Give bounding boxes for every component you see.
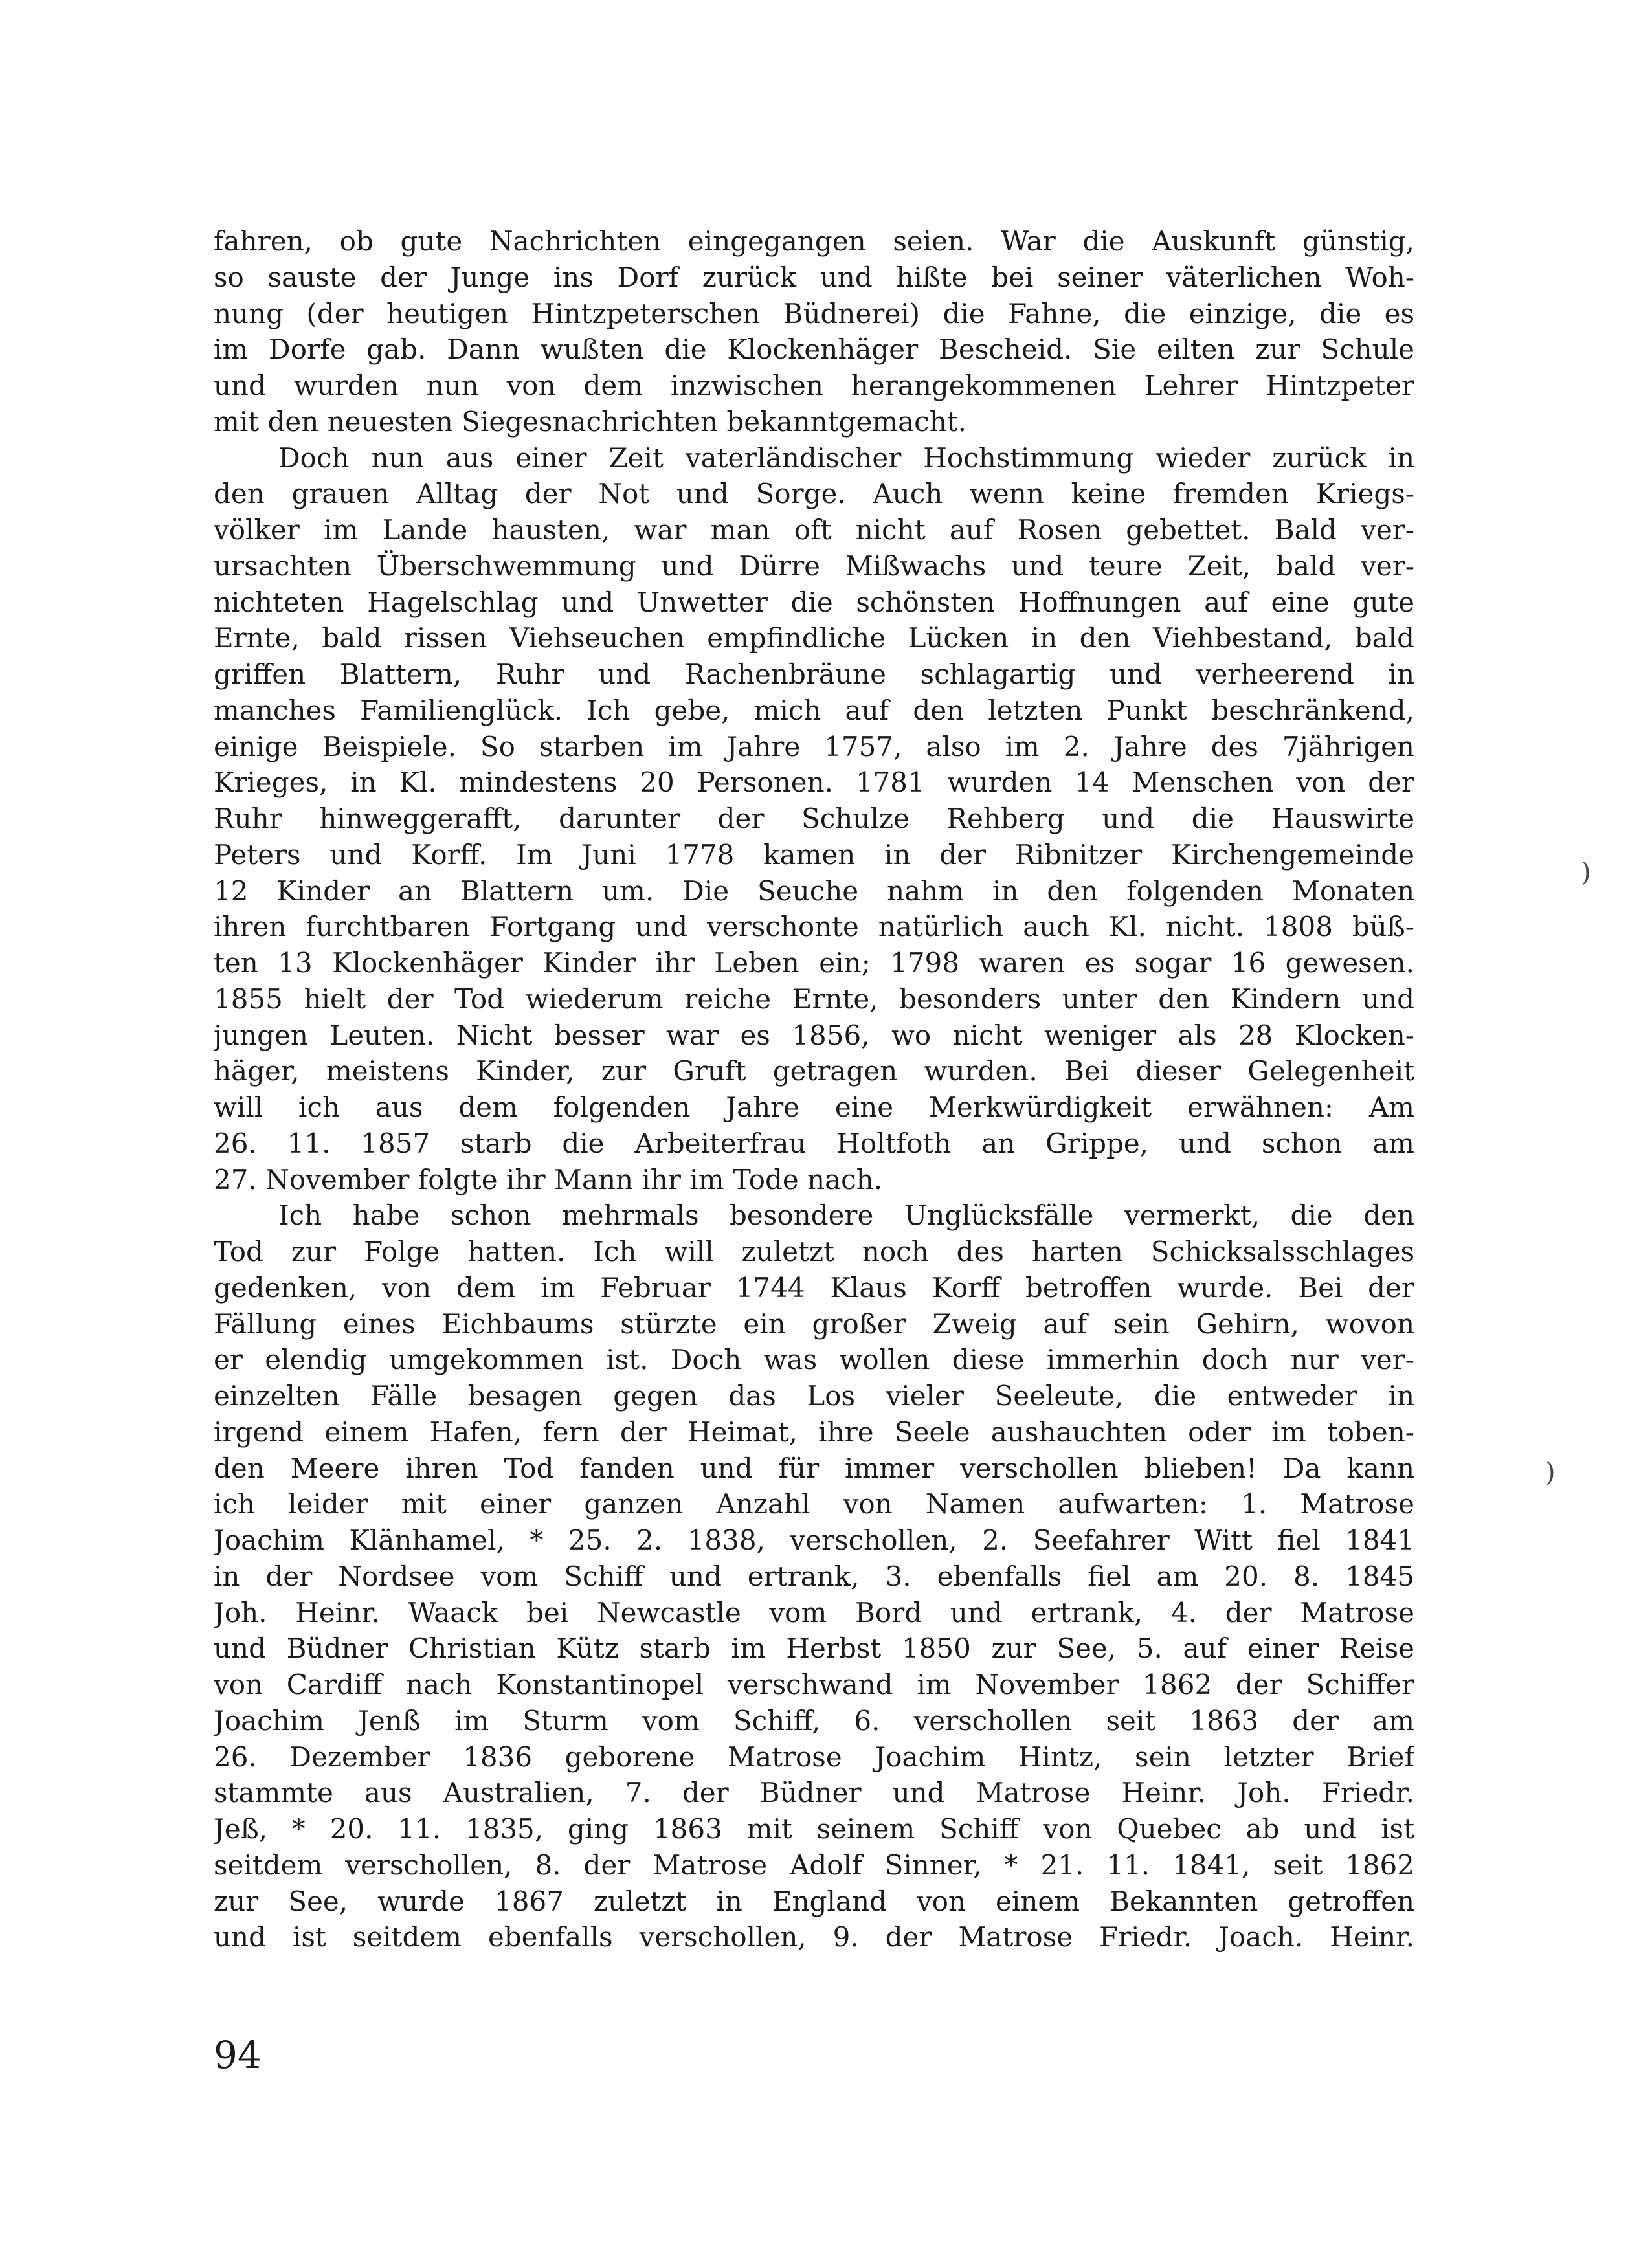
text-line: mit den neuesten Siegesnachrichten bekanntgemacht.	[214, 405, 966, 438]
text-line: Fällung eines Eichbaums stürzte ein großer Zweig auf sein Gehirn, wovon	[214, 1307, 1414, 1340]
page-number: 94	[214, 2033, 262, 2077]
text-line: in der Nordsee vom Schiff und ertrank, 3. ebenfalls fiel am 20. 8. 1845	[214, 1560, 1414, 1592]
text-line: den Meere ihren Tod fanden und für immer verschollen blieben! Da kann	[214, 1452, 1414, 1484]
text-line: Ernte, bald rissen Viehseuchen empfindliche Lücken in den Viehbestand, bald	[214, 622, 1414, 654]
text-line: und Büdner Christian Kütz starb im Herbst 1850 zur See, 5. auf einer Reise	[214, 1632, 1414, 1665]
text-line: seitdem verschollen, 8. der Matrose Adolf Sinner, * 21. 11. 1841, seit 1862	[214, 1849, 1414, 1881]
text-line: Ruhr hinweggerafft, darunter der Schulze Rehberg und die Hauswirte	[214, 803, 1414, 834]
text-line: ich leider mit einer ganzen Anzahl von Namen aufwarten: 1. Matrose	[214, 1488, 1414, 1520]
text-line: von Cardiff nach Konstantinopel verschwand im November 1862 der Schiffer	[214, 1669, 1414, 1700]
text-line: den grauen Alltag der Not und Sorge. Auch wenn keine fremden Kriegs-	[214, 478, 1414, 510]
text-line: Krieges, in Kl. mindestens 20 Personen. 1781 wurden 14 Menschen von der	[214, 766, 1414, 799]
text-line: Joachim Jenß im Sturm vom Schiff, 6. verschollen seit 1863 der am	[214, 1704, 1414, 1737]
text-line: 12 Kinder an Blattern um. Die Seuche nahm in den folgenden Monaten	[214, 874, 1414, 907]
text-line: so sauste der Junge ins Dorf zurück und hißte bei seiner väterlichen Woh-	[214, 261, 1414, 293]
text-line: 26. Dezember 1836 geborene Matrose Joachim Hintz, sein letzter Brief	[214, 1740, 1414, 1773]
text-line: manches Familienglück. Ich gebe, mich auf den letzten Punkt beschränkend,	[214, 694, 1414, 726]
text-line: häger, meistens Kinder, zur Gruft getragen wurden. Bei dieser Gelegenheit	[214, 1055, 1414, 1087]
text-line: völker im Lande hausten, war man oft nicht auf Rosen gebettet. Bald ver-	[214, 514, 1414, 546]
text-line: stammte aus Australien, 7. der Büdner und Matrose Heinr. Joh. Friedr.	[214, 1777, 1414, 1809]
text-line: griffen Blattern, Ruhr und Rachenbräune schlagartig und verheerend in	[214, 658, 1414, 690]
text-line: nung (der heutigen Hintzpeterschen Büdnerei) die Fahne, die einzige, die es	[214, 297, 1414, 329]
text-line: im Dorfe gab. Dann wußten die Klockenhäger Bescheid. Sie eilten zur Schule	[214, 333, 1414, 366]
text-line: ihren furchtbaren Fortgang und verschonte natürlich auch Kl. nicht. 1808 büß-	[214, 911, 1414, 943]
text-line: fahren, ob gute Nachrichten eingegangen seien. War die Auskunft günstig,	[214, 225, 1414, 257]
margin-mark: )	[1545, 1458, 1556, 1487]
text-line: ursachten Überschwemmung und Dürre Mißwachs und teure Zeit, bald ver-	[214, 550, 1414, 582]
text-line: Tod zur Folge hatten. Ich will zuletzt noch des harten Schicksalsschlages	[214, 1236, 1414, 1267]
body-text	[214, 223, 1414, 1955]
text-line: zur See, wurde 1867 zuletzt in England von einem Bekannten getroffen	[214, 1885, 1414, 1917]
text-line: Jeß, * 20. 11. 1835, ging 1863 mit seinem Schiff von Quebec ab und ist	[214, 1813, 1414, 1845]
text-line: jungen Leuten. Nicht besser war es 1856, wo nicht weniger als 28 Klocken-	[214, 1019, 1414, 1051]
text-line: irgend einem Hafen, fern der Heimat, ihre Seele aushauchten oder im toben-	[214, 1416, 1414, 1448]
text-line: Joh. Heinr. Waack bei Newcastle vom Bord und ertrank, 4. der Matrose	[214, 1596, 1414, 1629]
text-line: will ich aus dem folgenden Jahre eine Merkwürdigkeit erwähnen: Am	[214, 1091, 1414, 1123]
text-line: nichteten Hagelschlag und Unwetter die schönsten Hoffnungen auf eine gute	[214, 586, 1414, 618]
text-line: er elendig umgekommen ist. Doch was wollen diese immerhin doch nur ver-	[214, 1344, 1414, 1376]
text-line: 26. 11. 1857 starb die Arbeiterfrau Holtfoth an Grippe, und schon am	[214, 1127, 1414, 1159]
paragraph-start-line: Doch nun aus einer Zeit vaterländischer Hochstimmung wieder zurück in	[278, 441, 1414, 474]
text-line: ten 13 Klockenhäger Kinder ihr Leben ein; 1798 waren es sogar 16 gewesen.	[214, 947, 1414, 979]
text-line: und wurden nun von dem inzwischen herangekommenen Lehrer Hintzpeter	[214, 370, 1414, 401]
text-line: 27. November folgte ihr Mann ihr im Tode nach.	[214, 1163, 883, 1195]
paragraph-start-line: Ich habe schon mehrmals besondere Unglücksfälle vermerkt, die den	[278, 1199, 1414, 1232]
text-line: gedenken, von dem im Februar 1744 Klaus Korff betroffen wurde. Bei der	[214, 1271, 1414, 1304]
text-line: und ist seitdem ebenfalls verschollen, 9. der Matrose Friedr. Joach. Heinr.	[214, 1921, 1414, 1953]
text-line: Peters und Korff. Im Juni 1778 kamen in der Ribnitzer Kirchengemeinde	[214, 838, 1414, 871]
text-line: einzelten Fälle besagen gegen das Los vieler Seeleute, die entweder in	[214, 1380, 1414, 1412]
text-line: Joachim Klänhamel, * 25. 2. 1838, verschollen, 2. Seefahrer Witt fiel 1841	[214, 1524, 1414, 1556]
text-line: einige Beispiele. So starben im Jahre 1757, also im 2. Jahre des 7jährigen	[214, 730, 1414, 762]
text-line: 1855 hielt der Tod wiederum reiche Ernte, besonders unter den Kindern und	[214, 983, 1414, 1015]
margin-mark: )	[1581, 858, 1591, 887]
